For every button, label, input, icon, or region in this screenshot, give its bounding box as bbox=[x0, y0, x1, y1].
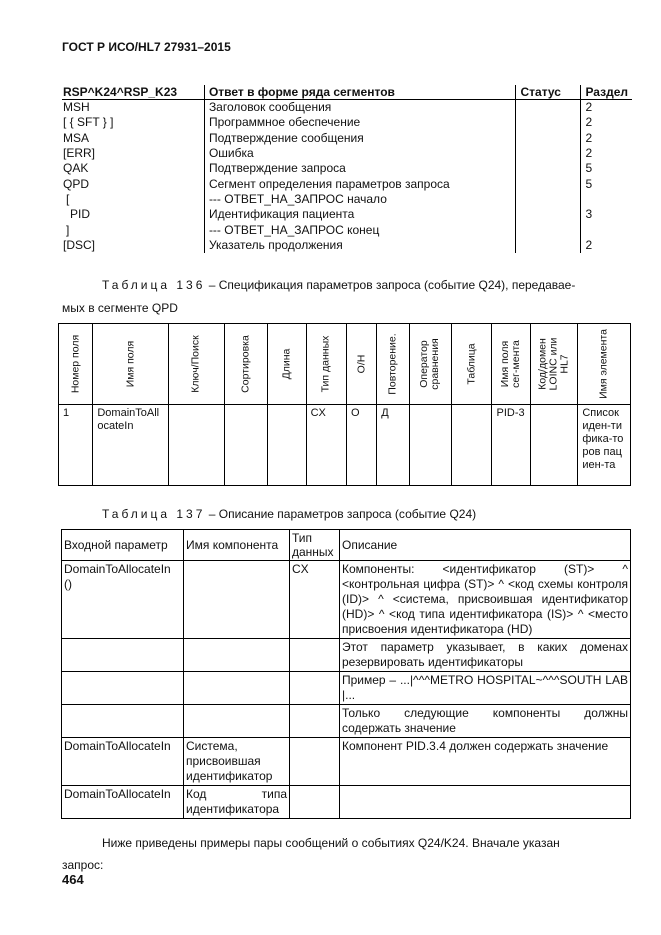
type-cell bbox=[290, 786, 340, 819]
column-header: Тип данных bbox=[290, 530, 340, 561]
description-cell: Этот параметр указывает, в каких доменах резервировать идентификаторы bbox=[340, 639, 631, 672]
table-136-caption-label: Таблица 136 bbox=[102, 278, 206, 292]
table-row bbox=[62, 238, 632, 253]
segment-cell: ] bbox=[66, 222, 70, 237]
segment-cell: [ERR] bbox=[63, 146, 96, 161]
type-cell bbox=[290, 705, 340, 738]
column-header: Имя поля сег-мента bbox=[492, 324, 530, 405]
param-cell bbox=[62, 705, 184, 738]
column-header: Повторение. bbox=[377, 324, 409, 405]
table-cell: 1 bbox=[59, 405, 93, 486]
column-header: Код/домен LOINC или HL7 bbox=[530, 324, 577, 405]
description-cell: Компоненты: <идентификатор (ST)> ^ <контрольная цифра (ST)> ^ <код схемы контроля (ID)> ^ <система, присвоившая идентификатор (HD)> ^ <код типа идентификатора (IS)> ^ <место присвоения идентификатора (HD) bbox=[340, 561, 631, 639]
column-header-status: Статус bbox=[516, 85, 581, 100]
section-cell: 5 bbox=[581, 161, 632, 176]
table-cell: CX bbox=[306, 405, 346, 486]
column-header-description: Ответ в форме ряда сегментов bbox=[204, 85, 516, 100]
description-cell: Только следующие компоненты должны содержать значение bbox=[340, 705, 631, 738]
column-header: Длина bbox=[268, 324, 306, 405]
column-header: О/Н bbox=[346, 324, 376, 405]
section-cell: 2 bbox=[581, 131, 632, 146]
table-row bbox=[62, 786, 631, 819]
table-cell: Список иден-тифика-торов пациен-та bbox=[578, 405, 631, 486]
description-cell: Подтверждение запроса bbox=[204, 161, 516, 176]
body-paragraph bbox=[62, 832, 631, 876]
table-header-row bbox=[59, 324, 631, 405]
segment-cell: [ bbox=[66, 191, 70, 206]
description-cell: Указатель продолжения bbox=[204, 238, 516, 253]
table-137-caption bbox=[102, 503, 476, 526]
param-cell bbox=[62, 672, 184, 705]
status-cell bbox=[516, 131, 581, 146]
type-cell bbox=[290, 639, 340, 672]
segment-cell: [DSC] bbox=[63, 237, 96, 252]
segment-cell: QAK bbox=[63, 161, 89, 176]
table-row bbox=[62, 115, 632, 130]
column-header: Входной параметр bbox=[62, 530, 184, 561]
table-header-row bbox=[62, 530, 631, 561]
table-137-caption-text: – Описание параметров запроса (событие Q24) bbox=[208, 507, 477, 521]
segment-cell: PID bbox=[70, 207, 91, 222]
section-cell: 2 bbox=[581, 238, 632, 253]
status-cell bbox=[516, 176, 581, 191]
status-cell bbox=[516, 115, 581, 130]
type-cell bbox=[290, 738, 340, 786]
table-136-caption-continuation: мых в сегменте QPD bbox=[62, 301, 178, 315]
table-row bbox=[62, 561, 631, 639]
param-cell: DomainToAllocateIn () bbox=[62, 561, 184, 639]
section-cell bbox=[581, 222, 632, 237]
table-row bbox=[62, 131, 632, 146]
status-cell bbox=[516, 207, 581, 222]
table-row bbox=[62, 161, 632, 176]
type-cell: CX bbox=[290, 561, 340, 639]
table-cell bbox=[268, 405, 306, 486]
table-cell: Д bbox=[377, 405, 409, 486]
status-cell bbox=[516, 146, 581, 161]
segment-cell: [ { SFT } ] bbox=[63, 115, 114, 130]
table-row bbox=[62, 207, 632, 222]
body-text-line: Ниже приведены примеры пары сообщений о событиях Q24/K24. Вначале указан bbox=[102, 836, 560, 850]
section-cell: 3 bbox=[581, 207, 632, 222]
table-cell bbox=[452, 405, 492, 486]
table-row bbox=[62, 639, 631, 672]
status-cell bbox=[516, 238, 581, 253]
document-title: ГОСТ Р ИСО/HL7 27931–2015 bbox=[62, 40, 231, 54]
section-cell: 2 bbox=[581, 146, 632, 161]
section-cell: 2 bbox=[581, 100, 632, 116]
table-row bbox=[62, 705, 631, 738]
status-cell bbox=[516, 222, 581, 237]
message-structure-table bbox=[62, 85, 632, 253]
description-cell bbox=[340, 786, 631, 819]
table-row bbox=[62, 100, 632, 116]
table-cell: O bbox=[346, 405, 376, 486]
column-header: Номер поля bbox=[59, 324, 93, 405]
status-cell bbox=[516, 161, 581, 176]
segment-cell: MSH bbox=[63, 100, 90, 115]
status-cell bbox=[516, 192, 581, 207]
section-cell: 2 bbox=[581, 115, 632, 130]
table-136-caption-text: – Спецификация параметров запроса (событие Q24), передавае- bbox=[208, 278, 576, 292]
description-cell: Идентификация пациента bbox=[204, 207, 516, 222]
table-136-caption bbox=[62, 274, 631, 320]
description-cell: Пример – ...|^^^METRO HOSPITAL~^^^SOUTH LAB|... bbox=[340, 672, 631, 705]
param-cell: DomainToAllocateIn bbox=[62, 738, 184, 786]
description-cell: Подтверждение сообщения bbox=[204, 131, 516, 146]
table-136 bbox=[58, 323, 631, 486]
description-cell: --- ОТВЕТ_НА_ЗАПРОС начало bbox=[204, 192, 516, 207]
table-row bbox=[59, 405, 631, 486]
table-cell: PID-3 bbox=[492, 405, 530, 486]
component-cell bbox=[184, 672, 290, 705]
table-row bbox=[62, 176, 632, 191]
table-row bbox=[62, 672, 631, 705]
column-header: Тип данных bbox=[306, 324, 346, 405]
status-cell bbox=[516, 100, 581, 116]
column-header: Имя компонента bbox=[184, 530, 290, 561]
table-row bbox=[62, 146, 632, 161]
body-text-line: запрос: bbox=[62, 858, 104, 872]
table-cell bbox=[530, 405, 577, 486]
description-cell: Программное обеспечение bbox=[204, 115, 516, 130]
column-header: Имя поля bbox=[93, 324, 169, 405]
component-cell: Код типа идентификатора bbox=[184, 786, 290, 819]
section-cell bbox=[581, 192, 632, 207]
column-header: Имя элемента bbox=[578, 324, 631, 405]
param-cell: DomainToAllocateIn bbox=[62, 786, 184, 819]
table-header-row bbox=[62, 85, 632, 100]
table-row bbox=[62, 222, 632, 237]
description-cell: Заголовок сообщения bbox=[204, 100, 516, 116]
component-cell bbox=[184, 561, 290, 639]
component-cell bbox=[184, 639, 290, 672]
component-cell: Система, присвоившая идентификатор bbox=[184, 738, 290, 786]
param-cell bbox=[62, 639, 184, 672]
description-cell: Ошибка bbox=[204, 146, 516, 161]
description-cell: Сегмент определения параметров запроса bbox=[204, 176, 516, 191]
column-header-segment: RSP^K24^RSP_K23 bbox=[62, 85, 204, 100]
table-cell bbox=[224, 405, 267, 486]
column-header: Оператор сравнения bbox=[409, 324, 451, 405]
type-cell bbox=[290, 672, 340, 705]
table-137 bbox=[61, 529, 631, 819]
description-cell: --- ОТВЕТ_НА_ЗАПРОС конец bbox=[204, 222, 516, 237]
component-cell bbox=[184, 705, 290, 738]
segment-cell: QPD bbox=[63, 176, 90, 191]
column-header: Сортировка bbox=[224, 324, 267, 405]
table-cell bbox=[409, 405, 451, 486]
segment-cell: MSA bbox=[63, 130, 90, 145]
page-number: 464 bbox=[62, 872, 84, 887]
table-cell: DomainToAllocateIn bbox=[93, 405, 169, 486]
table-137-caption-label: Таблица 137 bbox=[102, 507, 206, 521]
column-header: Ключ/Поиск bbox=[169, 324, 225, 405]
column-header-section: Раздел bbox=[581, 85, 632, 100]
table-cell bbox=[169, 405, 225, 486]
table-row bbox=[62, 738, 631, 786]
column-header: Описание bbox=[340, 530, 631, 561]
section-cell: 5 bbox=[581, 176, 632, 191]
description-cell: Компонент PID.3.4 должен содержать значение bbox=[340, 738, 631, 786]
table-row bbox=[62, 192, 632, 207]
column-header: Таблица bbox=[452, 324, 492, 405]
